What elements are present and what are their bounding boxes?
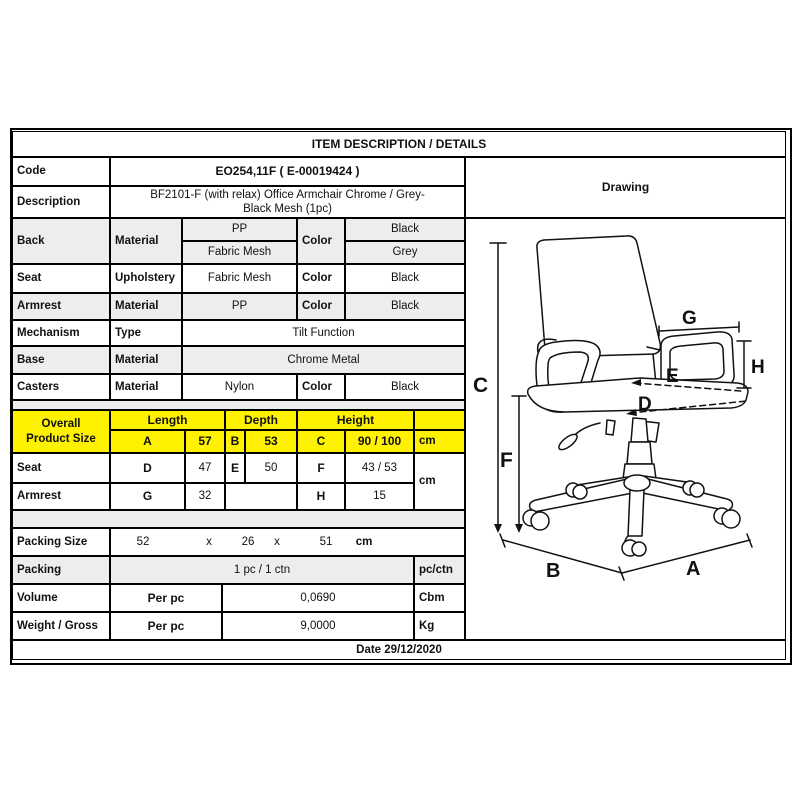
seat-color-label: Color (297, 264, 345, 293)
dim-label-f: F (500, 449, 513, 472)
back-material-1: PP (182, 218, 297, 241)
dim-label-a: A (686, 558, 701, 580)
weight-label: Weight / Gross (12, 612, 110, 640)
back-color-2: Grey (345, 241, 465, 264)
dim-label-b: B (546, 560, 561, 582)
dim-label-c: C (473, 374, 489, 397)
armrest-color: Black (345, 293, 465, 320)
seat-material: Fabric Mesh (182, 264, 297, 293)
back-label: Back (12, 218, 110, 264)
seat-label: Seat (12, 264, 110, 293)
packing-size-label: Packing Size (12, 528, 110, 556)
description-label: Description (12, 186, 110, 218)
dim-label-d: D (638, 394, 652, 415)
date-row: Date 29/12/2020 (12, 640, 786, 660)
size-col-length: Length (110, 410, 225, 430)
description-value: BF2101-F (with relax) Office Armchair Chrome / Grey-Black Mesh (1pc) (110, 186, 465, 218)
packing-size-dim1: 52 (136, 535, 150, 548)
size-seat-key-e: E (225, 453, 245, 483)
dim-line-f (512, 396, 526, 533)
packing-size-dim3: 51 (319, 535, 333, 548)
seat-color: Black (345, 264, 465, 293)
dim-line-c (490, 243, 506, 533)
packing-value: 1 pc / 1 ctn (110, 556, 414, 584)
weight-per-pc: Per pc (110, 612, 222, 640)
back-color-1: Black (345, 218, 465, 241)
size-seat-key-d: D (110, 453, 185, 483)
code-label: Code (12, 157, 110, 186)
size-overall-val-b: 53 (245, 430, 297, 453)
dim-label-g: G (682, 308, 697, 329)
mechanism-label: Mechanism (12, 320, 110, 346)
chair-drawing (466, 219, 785, 639)
separator-strip (12, 400, 465, 410)
weight-value: 9,0000 (222, 612, 414, 640)
size-armrest-key-g: G (110, 483, 185, 510)
size-armrest-val-h: 15 (345, 483, 414, 510)
size-seat-val-f: 43 / 53 (345, 453, 414, 483)
casters-color-label: Color (297, 374, 345, 400)
size-overall-val-c: 90 / 100 (345, 430, 414, 453)
size-seat-val-e: 50 (245, 453, 297, 483)
base-attr-label: Material (110, 346, 182, 374)
size-seat-val-d: 47 (185, 453, 225, 483)
back-material-2: Fabric Mesh (182, 241, 297, 264)
casters-material: Nylon (182, 374, 297, 400)
packing-size-x1: x (206, 535, 212, 548)
size-armrest-val-g: 32 (185, 483, 225, 510)
armrest-attr-label: Material (110, 293, 182, 320)
size-seat-label: Seat (12, 453, 110, 483)
back-attr-label: Material (110, 218, 182, 264)
sheet-title: ITEM DESCRIPTION / DETAILS (12, 131, 786, 157)
size-overall-key-a: A (110, 430, 185, 453)
size-armrest-key-h: H (297, 483, 345, 510)
packing-size-value-cell (110, 528, 465, 556)
mechanism-type: Tilt Function (182, 320, 465, 346)
drawing-title: Drawing (465, 157, 786, 218)
armrest-color-label: Color (297, 293, 345, 320)
size-table-title: Overall Product Size (12, 410, 110, 453)
dim-line-h (737, 341, 751, 388)
volume-unit: Cbm (414, 584, 465, 612)
casters-label: Casters (12, 374, 110, 400)
volume-per-pc: Per pc (110, 584, 222, 612)
casters-attr-label: Material (110, 374, 182, 400)
code-value: EO254,11F ( E-00019424 ) (110, 157, 465, 186)
armrest-material: PP (182, 293, 297, 320)
back-color-label: Color (297, 218, 345, 264)
volume-value: 0,0690 (222, 584, 414, 612)
packing-unit: pc/ctn (414, 556, 465, 584)
size-armrest-label: Armrest (12, 483, 110, 510)
drawing-cell (465, 218, 786, 640)
dim-label-h: H (751, 357, 765, 378)
size-overall-unit: cm (414, 430, 465, 453)
base-label: Base (12, 346, 110, 374)
separator-strip (12, 510, 465, 528)
base-material: Chrome Metal (182, 346, 465, 374)
weight-unit: Kg (414, 612, 465, 640)
armrest-label: Armrest (12, 293, 110, 320)
seat-attr-label: Upholstery (110, 264, 182, 293)
volume-label: Volume (12, 584, 110, 612)
size-overall-key-c: C (297, 430, 345, 453)
dim-label-e: E (666, 366, 679, 387)
size-overall-val-a: 57 (185, 430, 225, 453)
packing-size-unit: cm (355, 535, 373, 548)
size-rows-unit: cm (414, 453, 465, 510)
packing-size-dim2: 26 (241, 535, 255, 548)
packing-label: Packing (12, 556, 110, 584)
size-col-depth: Depth (225, 410, 297, 430)
mechanism-attr-label: Type (110, 320, 182, 346)
size-overall-key-b: B (225, 430, 245, 453)
size-col-unit-spacer (414, 410, 465, 430)
packing-size-x2: x (274, 535, 280, 548)
size-seat-key-f: F (297, 453, 345, 483)
casters-color: Black (345, 374, 465, 400)
size-col-height: Height (297, 410, 414, 430)
size-armrest-empty-cell (225, 483, 297, 510)
